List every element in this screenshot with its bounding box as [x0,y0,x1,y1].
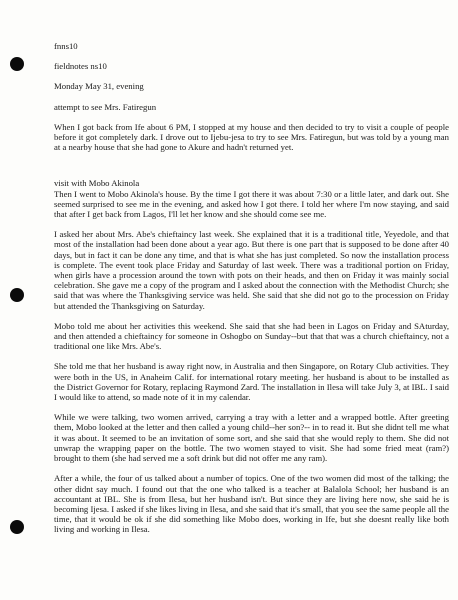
document-body [54,41,449,535]
paragraph-6: While we were talking, two women arrived, carrying a tray with a letter and a wrapped bottle. After greeting them, Mobo looked at the letter and then called a young child--her son?-- in to read it. But she didnt tell me what it was about. It seemed to be an invitation of some sort, and she said that she would reply to them. She did not unwrap the wrapping paper on the bottle. The two women stayed to visit. She had some fried meat (ram?) brought to them (she had served me a soft drink but did not offer me any ram). [54,412,449,464]
paragraph-1: When I got back from Ife about 6 PM, I stopped at my house and then decided to try to visit a couple of people before it got completely dark. I drove out to Ijebu-jesa to try to see Mrs. Fatiregun, but was told by a young man at a nearby house that she had gone to Akure and hadn't returned yet. [54,121,449,153]
binder-hole-bottom [10,520,24,534]
paragraph-2: Then I went to Mobo Akinola's house. By the time I got there it was about 7:30 or a little later, and dark out. She seemed surprised to see me in the evening, and asked how I got there. I told her where I'm now staying, and said that after I get back from Lagos, I'll let her know and she should come see me. [54,188,449,220]
binder-hole-top [10,57,24,71]
file-code: fnns10 [54,41,78,51]
paragraph-4: Mobo told me about her activities this weekend. She said that she had been in Lagos on Friday and SAturday, and then attended a chieftaincy for someone in Oshogbo on Sunday--but that that was a church chieftaincy, not a traditional one like Mrs. Abe's. [54,320,449,352]
binder-hole-middle [10,288,24,302]
entry-subject: attempt to see Mrs. Fatiregun [54,101,157,112]
paragraph-7: After a while, the four of us talked about a number of topics. One of the two women did most of the talking; the other didnt say much. I found out that the one who talked is a teacher at Balalola School; her husband is an accountant at IBL. She is from Ilesa, but her husband isn't. But since they are living here now, she said he is becoming Ijesa. I asked if she likes living in Ilesa, and she said that it's small, that you see the same people all the time, that it would be ok if she did something like Mobo does, working in Ife, but she doesnt really like both living and working in Ilesa. [54,473,449,535]
section-heading: visit with Mobo Akinola [54,178,140,189]
paragraph-3: I asked her about Mrs. Abe's chieftaincy last week. She explained that it is a traditional title, Yeyedole, and that most of the installation had been done about a year ago. But there is one part that is supposed to be done after 40 days, but in fact it can be done any time, and that is what she has just completed. So now the installation process is complete. The event took place Friday and Saturday of last week. There was a traditional portion on Friday, when girls have a procession around the town with pots on their heads, and then on Friday it was mainly social celebration. She gave me a copy of the program and I asked about the connection with the Methodist Church; she said that was where the Thanksgiving service was held. She said that she did not go to the procession on Friday but attended the Thanksgiving on Saturday. [54,229,449,311]
entry-date: Monday May 31, evening [54,81,144,92]
file-name: fieldnotes ns10 [54,61,107,72]
paragraph-5: She told me that her husband is away right now, in Australia and then Singapore, on Rotary Club activities. They were both in the US, in Anaheim Calif. for international rotary meeting. her husband is about to be installed as the District Governor for Rotary, replacing Raymond Zard. The installation in Ilesa will take July 3, at IBL. I said I would like to attend, so made note of it in my calendar. [54,361,449,403]
